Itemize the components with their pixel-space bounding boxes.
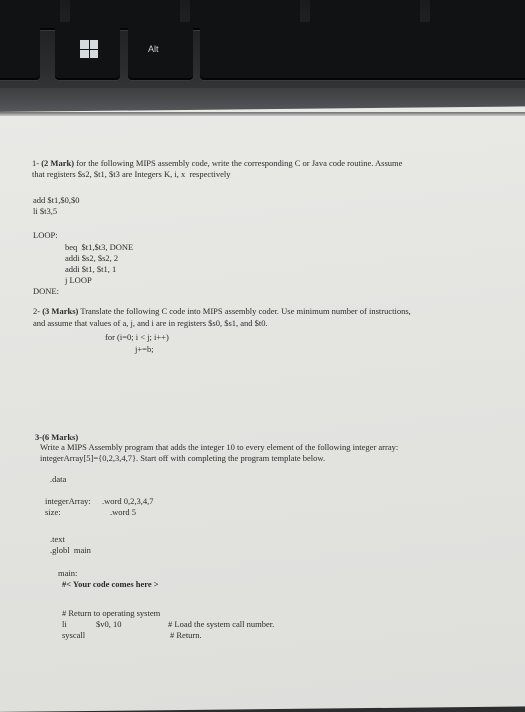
- q3-code-text: .text: [50, 534, 65, 544]
- q3-code-li-comment: # Load the system call number.: [168, 619, 275, 629]
- q3-code-li: li: [62, 619, 67, 629]
- q1-code-label: LOOP:: [33, 230, 58, 240]
- q3-code-syscall: syscall: [62, 630, 86, 640]
- q3-code-size-value: .word 5: [110, 507, 136, 517]
- q1-code-line: li $t3,5: [33, 206, 58, 216]
- q3-code-li-args: $v0, 10: [96, 619, 122, 629]
- paper-edge: [0, 112, 525, 116]
- q2-line1-text: Translate the following C code into MIPS assembly coder. Use minimum number of instructions,: [78, 306, 411, 316]
- windows-logo-icon: [80, 40, 98, 58]
- q3-title: 3-(6 Marks): [35, 432, 79, 442]
- q1-line1-text: for the following MIPS assembly code, write the corresponding C or Java code routine. Assume: [74, 158, 403, 168]
- q1-marks: (2 Mark): [41, 158, 75, 168]
- q3-line2: integerArray[5]={0,2,3,4,7}. Start off with completing the program template below.: [40, 453, 326, 463]
- alt-key: [128, 22, 193, 80]
- keyboard-key: [0, 22, 40, 80]
- q2-line1: [33, 306, 411, 316]
- q3-line1: Write a MIPS Assembly program that adds the integer 10 to every element of the following integer array:: [40, 442, 399, 452]
- q1-code-line: j LOOP: [65, 275, 92, 285]
- q1-code-line: add $t1,$0,$0: [33, 195, 80, 205]
- q3-code-main: main:: [58, 568, 78, 578]
- q1-code-line: addi $s2, $s2, 2: [65, 253, 119, 263]
- q2-number: 2-: [33, 306, 43, 316]
- q3-code-syscall-comment: # Return.: [170, 630, 202, 640]
- q3-code-data: .data: [50, 474, 67, 484]
- alt-key-label: Alt: [148, 44, 159, 54]
- q2-code-line: for (i=0; i < j; i++): [105, 332, 169, 342]
- q3-code-array-label: integerArray:: [45, 496, 91, 506]
- q2-code-line: j+=b;: [135, 344, 154, 354]
- q2-marks: (3 Marks): [42, 306, 79, 316]
- q1-line2: that registers $s2, $t1, $t3 are Integers K, i, x respectively: [32, 169, 231, 179]
- q3-code-comment: # Return to operating system: [62, 608, 161, 618]
- keyboard-background: [0, 0, 525, 112]
- q3-code-size-label: size:: [45, 507, 61, 517]
- q3-code-globl: .globl main: [50, 545, 91, 555]
- q1-code-line: beq $t1,$t3, DONE: [65, 242, 134, 252]
- q1-code-line: addi $t1, $t1, 1: [65, 264, 117, 274]
- q3-code-array-value: .word 0,2,3,4,7: [102, 496, 154, 506]
- spacebar-key: [200, 22, 525, 80]
- q2-line2: and assume that values of a, j, and i are in registers $s0, $s1, and $t0.: [33, 318, 268, 328]
- q3-code-placeholder: #< Your code comes here >: [62, 579, 159, 589]
- q1-number: 1-: [32, 158, 42, 168]
- q1-code-label: DONE:: [33, 286, 59, 296]
- q1-line1: [32, 158, 402, 168]
